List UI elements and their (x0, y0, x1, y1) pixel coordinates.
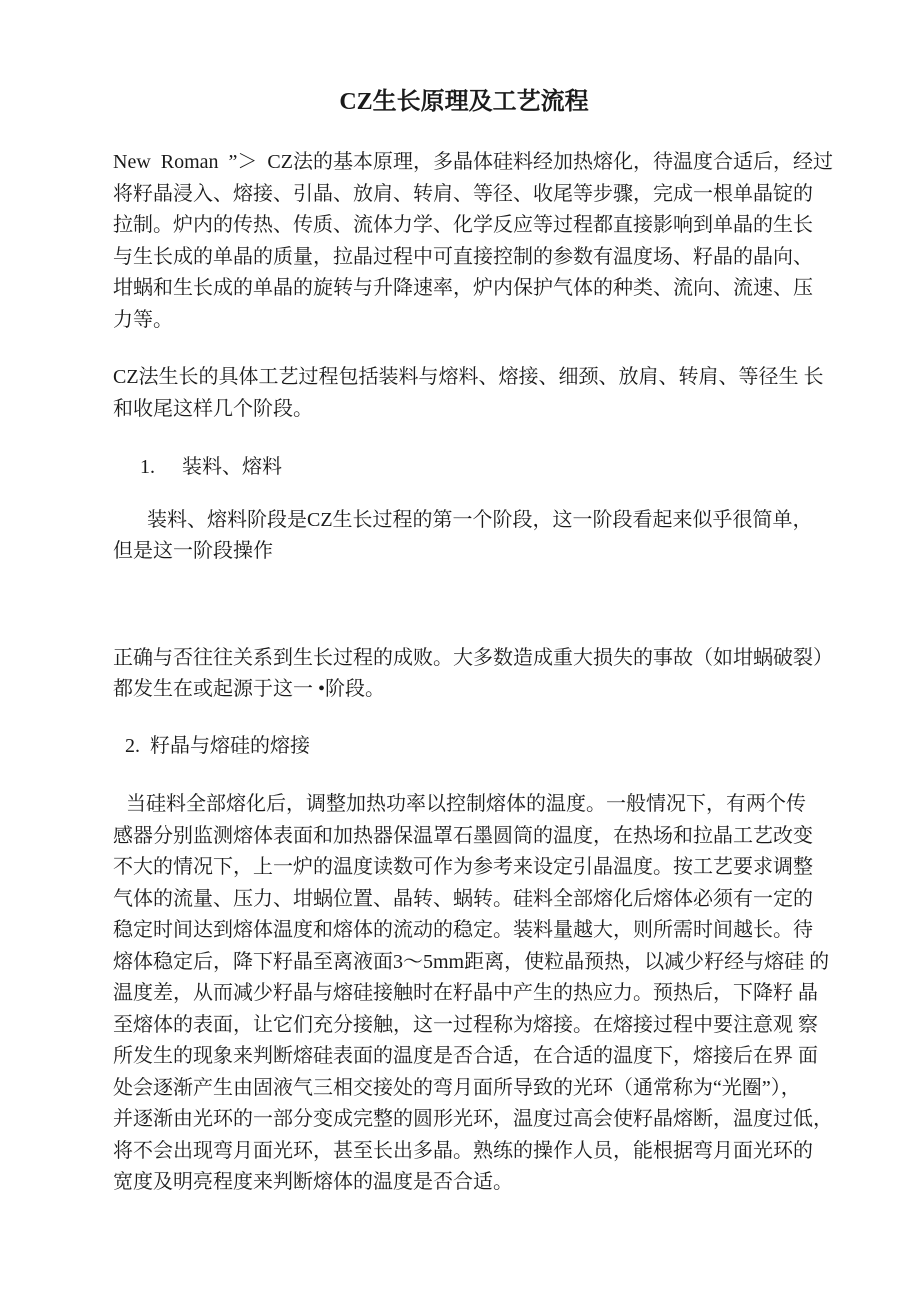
text-line: 都发生在或起源于这一 •阶段。 (113, 678, 386, 700)
paragraph-seed-welding (113, 789, 833, 1199)
text-line: 拉制。炉内的传热、传质、流体力学、化学反应等过程都直接影响到单晶的生长 (113, 214, 813, 236)
text-line: New Roman ”＞ CZ法的基本原理，多晶体硅料经加热熔化，待温度合适后，经过 (113, 151, 833, 173)
text-line: 气体的流量、压力、坩蜗位置、晶转、蜗转。硅料全部熔化后熔体必须有一定的 (113, 887, 813, 910)
document-content (113, 86, 833, 1199)
text-line: 感器分别监测熔体表面和加热器保温罩石墨圆筒的温度，在热场和拉晶工艺改变 (113, 824, 813, 847)
paragraph-process-overview (113, 362, 824, 425)
paragraph-loading-melting-continued (113, 643, 833, 706)
section-heading-2 (113, 731, 815, 763)
text-line: 坩蜗和生长成的单晶的旋转与升降速率，炉内保护气体的种类、流向、流速、压 (113, 277, 813, 299)
text-line: 熔体稳定后，降下籽晶至离液面3～5mm距离，使粒晶预热，以减少籽经与熔硅 的 (113, 950, 830, 973)
text-line: 处会逐渐产生由固液气三相交接处的弯月面所导致的光环（通常称为“光圈”）， (113, 1076, 801, 1099)
text-line: 不大的情况下，上一炉的温度读数可作为参考来设定引晶温度。按工艺要求调整 (113, 856, 813, 878)
text-line: CZ法生长的具体工艺过程包括装料与熔料、熔接、细颈、放肩、转肩、等径生 长 (113, 366, 824, 388)
text-line: 宽度及明亮程度来判断熔体的温度是否合适。 (113, 1171, 513, 1193)
text-line: 将不会出现弯月面光环，甚至长出多晶。熟练的操作人员，能根据弯月面光环的 (113, 1139, 813, 1162)
text-line: 正确与否往往关系到生长过程的成败。大多数造成重大损失的事故（如坩蜗破裂） (113, 646, 833, 669)
text-line: 与生长成的单晶的质量，拉晶过程中可直接控制的参数有温度场、籽晶的晶向、 (113, 245, 813, 268)
text-line: 当硅料全部熔化后，调整加热功率以控制熔体的温度。一般情况下，有两个传 (126, 793, 806, 815)
section-label: 籽晶与熔硅的熔接 (150, 734, 310, 757)
text-line: 但是这一阶段操作 (113, 540, 273, 562)
section-heading-1 (113, 452, 815, 484)
paragraph-loading-melting (113, 505, 815, 568)
document-title: CZ生长原理及工艺流程 (339, 89, 589, 115)
text-line: 并逐渐由光环的一部分变成完整的圆形光环，温度过高会使籽晶熔断，温度过低， (113, 1108, 833, 1130)
text-line: 将籽晶浸入、熔接、引晶、放肩、转肩、等径、收尾等步骤，完成一根单晶锭的 (113, 182, 813, 205)
text-line: 装料、熔料阶段是CZ生长过程的第一个阶段，这一阶段看起来似乎很简单， (147, 508, 813, 531)
text-line: 力等。 (113, 308, 173, 331)
section-number: 2. (125, 734, 140, 757)
section-label: 装料、熔料 (182, 456, 282, 478)
text-line: 稳定时间达到熔体温度和熔体的流动的稳定。装料量越大，则所需时间越长。待 (113, 919, 813, 941)
paragraph-intro (113, 147, 833, 336)
text-line: 温度差，从而减少籽晶与熔硅接触时在籽晶中产生的热应力。预热后，下降籽 晶 (113, 982, 818, 1004)
text-line: 和收尾这样几个阶段。 (113, 397, 313, 420)
text-line: 所发生的现象来判断熔硅表面的温度是否合适，在合适的温度下，熔接后在界 面 (113, 1045, 818, 1067)
text-line: 至熔体的表面，让它们充分接触，这一过程称为熔接。在熔接过程中要注意观 察 (113, 1013, 818, 1036)
section-number: 1. (140, 456, 155, 478)
